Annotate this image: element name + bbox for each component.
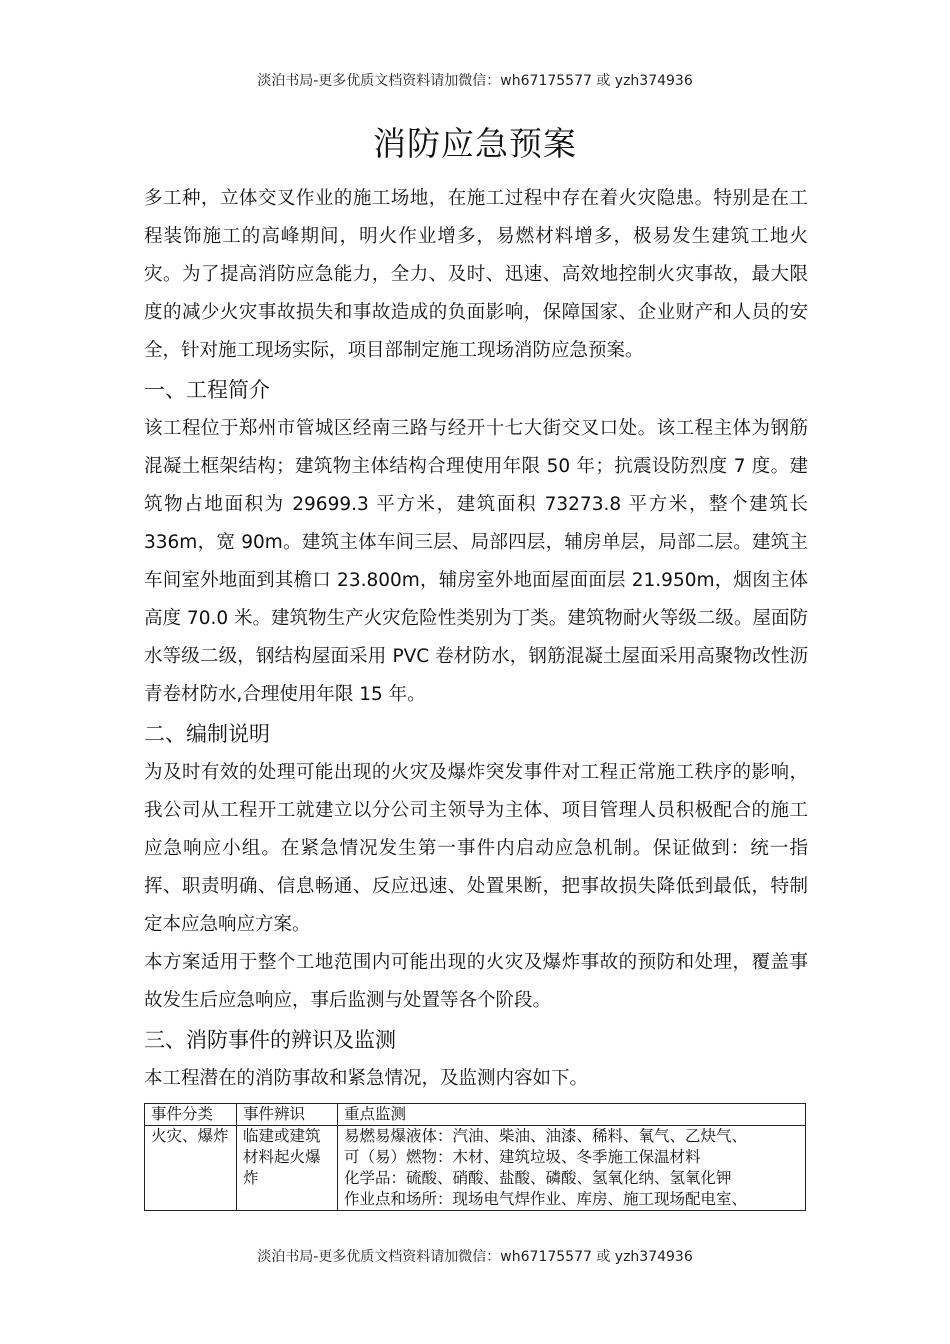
- document-body: [144, 180, 808, 1211]
- document-title: 消防应急预案: [373, 124, 577, 163]
- monitoring-line: 化学品：硫酸、硝酸、盐酸、磷酸、氢氧化纳、氢氧化钾: [344, 1169, 732, 1187]
- key-monitoring-cell: [338, 1126, 806, 1211]
- section-1-paragraph: 该工程位于郑州市管城区经南三路与经开十七大街交叉口处。该工程主体为钢筋混凝土框架结构；建筑物主体结构合理使用年限 50 年；抗震设防烈度 7 度。建筑物占地面积为 29699.3 平方米，建筑面积 73273.8 平方米，整个建筑长 336m，宽 90m。建筑主体车间三层、局部四层，辅房单层，局部二层。建筑主车间室外地面到其檐口 23.800m，辅房室外地面屋面面层 21.950m，烟囱主体高度 70.0 米。建筑物生产火灾危险性类别为丁类。建筑物耐火等级二级。屋面防水等级二级，钢结构屋面采用 PVC 卷材防水，钢筋混凝土屋面采用高聚物改性沥青卷材防水,合理使用年限 15 年。: [144, 418, 808, 705]
- section-3-intro: 本工程潜在的消防事故和紧急情况，及监测内容如下。: [144, 1068, 589, 1089]
- page-header: 淡泊书局-更多优质文档资料请加微信：wh67175577 或 yzh374936: [257, 73, 693, 89]
- page-footer: 淡泊书局-更多优质文档资料请加微信：wh67175577 或 yzh374936: [257, 1249, 693, 1265]
- monitoring-line: 可（易）燃物：木材、建筑垃圾、冬季施工保温材料: [344, 1148, 701, 1166]
- section-1-heading: 一、工程简介: [144, 378, 270, 402]
- section-3-heading: 三、消防事件的辨识及监测: [144, 1028, 396, 1052]
- table-header-cell: 事件辨识: [237, 1104, 338, 1126]
- table-header-cell: 事件分类: [145, 1104, 237, 1126]
- section-2-heading: 二、编制说明: [144, 722, 270, 746]
- monitoring-line: 作业点和场所：现场电气焊作业、库房、施工现场配电室、: [344, 1190, 748, 1208]
- event-monitoring-table: [144, 1103, 806, 1211]
- table-header-row: [145, 1104, 806, 1126]
- table-row: [145, 1126, 806, 1211]
- section-2-paragraph-2: 本方案适用于整个工地范围内可能出现的火灾及爆炸事故的预防和处理，覆盖事故发生后应急响应，事后监测与处置等各个阶段。: [144, 952, 808, 1011]
- monitoring-line: 易燃易爆液体：汽油、柴油、油漆、稀料、氧气、乙炔气、: [344, 1127, 748, 1145]
- table-header-cell: 重点监测: [338, 1104, 806, 1126]
- event-identification-cell: 临建或建筑材料起火爆炸: [237, 1126, 338, 1211]
- section-2-paragraph-1: 为及时有效的处理可能出现的火灾及爆炸突发事件对工程正常施工秩序的影响，我公司从工程开工就建立以分公司主领导为主体、项目管理人员积极配合的施工应急响应小组。在紧急情况发生第一事件内启动应急机制。保证做到：统一指挥、职责明确、信息畅通、反应迅速、处置果断，把事故损失降低到最低，特制定本应急响应方案。: [144, 762, 808, 935]
- intro-paragraph: 多工种，立体交叉作业的施工场地，在施工过程中存在着火灾隐患。特别是在工程装饰施工的高峰期间，明火作业增多，易燃材料增多，极易发生建筑工地火灾。为了提高消防应急能力，全力、及时、迅速、高效地控制火灾事故，最大限度的减少火灾事故损失和事故造成的负面影响，保障国家、企业财产和人员的安全，针对施工现场实际，项目部制定施工现场消防应急预案。: [144, 188, 808, 361]
- event-category-cell: 火灾、爆炸: [145, 1126, 237, 1211]
